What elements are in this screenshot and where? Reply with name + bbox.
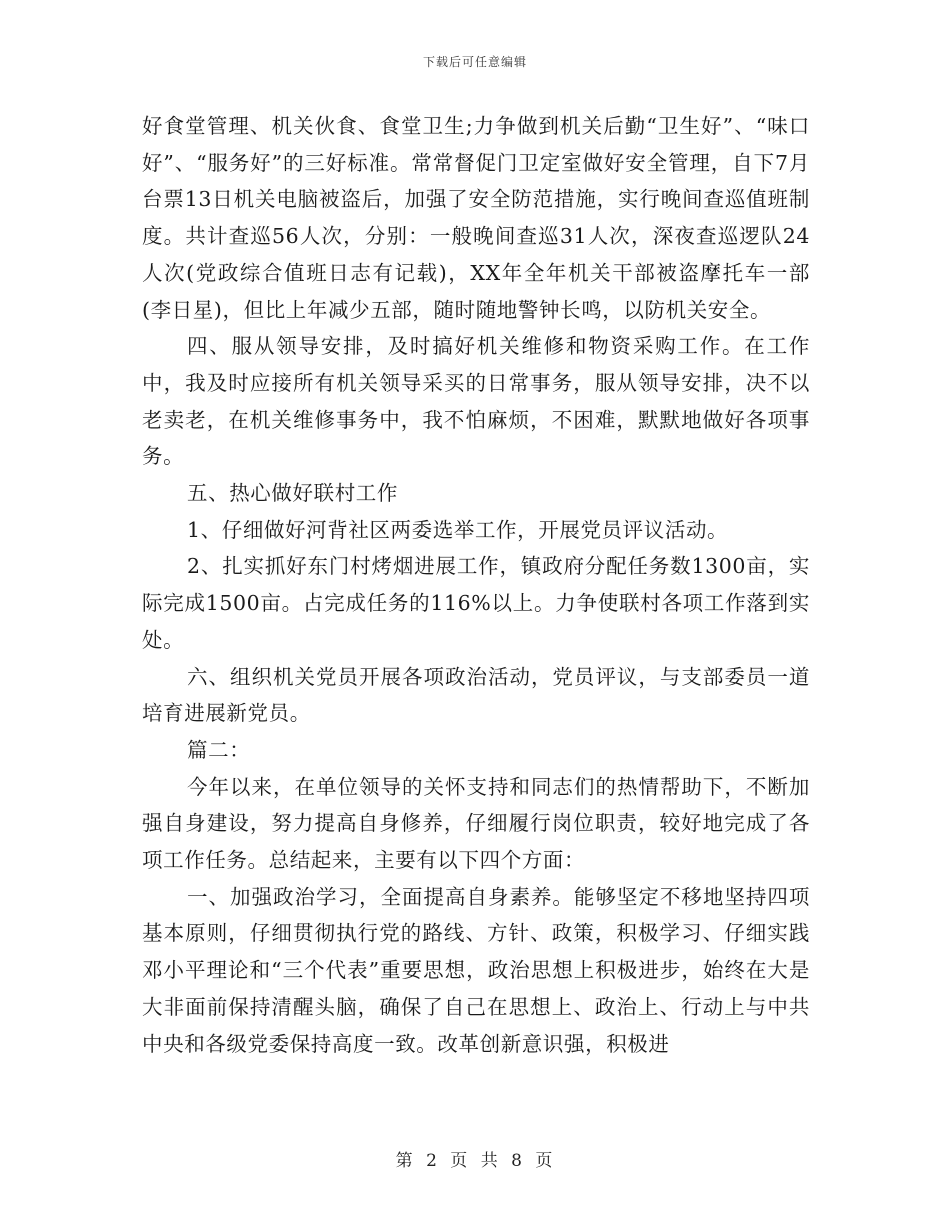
paragraph-item-two: 2、扎实抓好东门村烤烟进展工作，镇政府分配任务数1300亩，实际完成1500亩。占完成任务的116%以上。力争使联村各项工作落到实处。	[142, 554, 810, 652]
paragraph-section-six: 六、组织机关党员开展各项政治活动，党员评议，与支部委员一道培育进展新党员。	[142, 664, 810, 726]
paragraph-continuation: 好食堂管理、机关伙食、食堂卫生;力争做到机关后勤“卫生好”、“味口好”、“服务好”的三好标准。常常督促门卫定室做好安全管理，自下7月台票13日机关电脑被盗后，加强了安全防范措施，实行晚间查巡值班制度。共计查巡56人次，分别：一般晚间查巡31人次，深夜查巡逻队24人次(党政综合值班日志有记载)，XX年全年机关干部被盗摩托车一部(李日星)，但比上年减少五部，随时随地警钟长鸣，以防机关安全。	[142, 114, 810, 322]
paragraph-part-two-intro: 今年以来，在单位领导的关怀支持和同志们的热情帮助下，不断加强自身建设，努力提高自身修养，仔细履行岗位职责，较好地完成了各项工作任务。总结起来，主要有以下四个方面：	[142, 774, 810, 873]
paragraph-section-five-heading: 五、热心做好联村工作	[187, 481, 398, 506]
paragraph-part-two-section-one: 一、加强政治学习，全面提高自身素养。能够坚定不移地坚持四项基本原则，仔细贯彻执行党的路线、方针、政策，积极学习、仔细实践邓小平理论和“三个代表”重要思想，政治思想上积极进步，始终在大是大非面前保持清醒头脑，确保了自己在思想上、政治上、行动上与中共中央和各级党委保持高度一致。改革创新意识强，积极进	[142, 884, 810, 1056]
page-header: 下载后可任意编辑	[422, 55, 527, 69]
page-number-footer: 第 2 页 共 8 页	[395, 1151, 555, 1171]
paragraph-item-one: 1、仔细做好河背社区两委选举工作，开展党员评议活动。	[187, 517, 729, 542]
document-body	[142, 108, 810, 1062]
paragraph-section-four: 四、服从领导安排，及时搞好机关维修和物资采购工作。在工作中，我及时应接所有机关领导采买的日常事务，服从领导安排，决不以老卖老，在机关维修事务中，我不怕麻烦，不困难，默默地做好各项事务。	[142, 334, 810, 469]
paragraph-part-two-heading: 篇二：	[187, 737, 251, 762]
